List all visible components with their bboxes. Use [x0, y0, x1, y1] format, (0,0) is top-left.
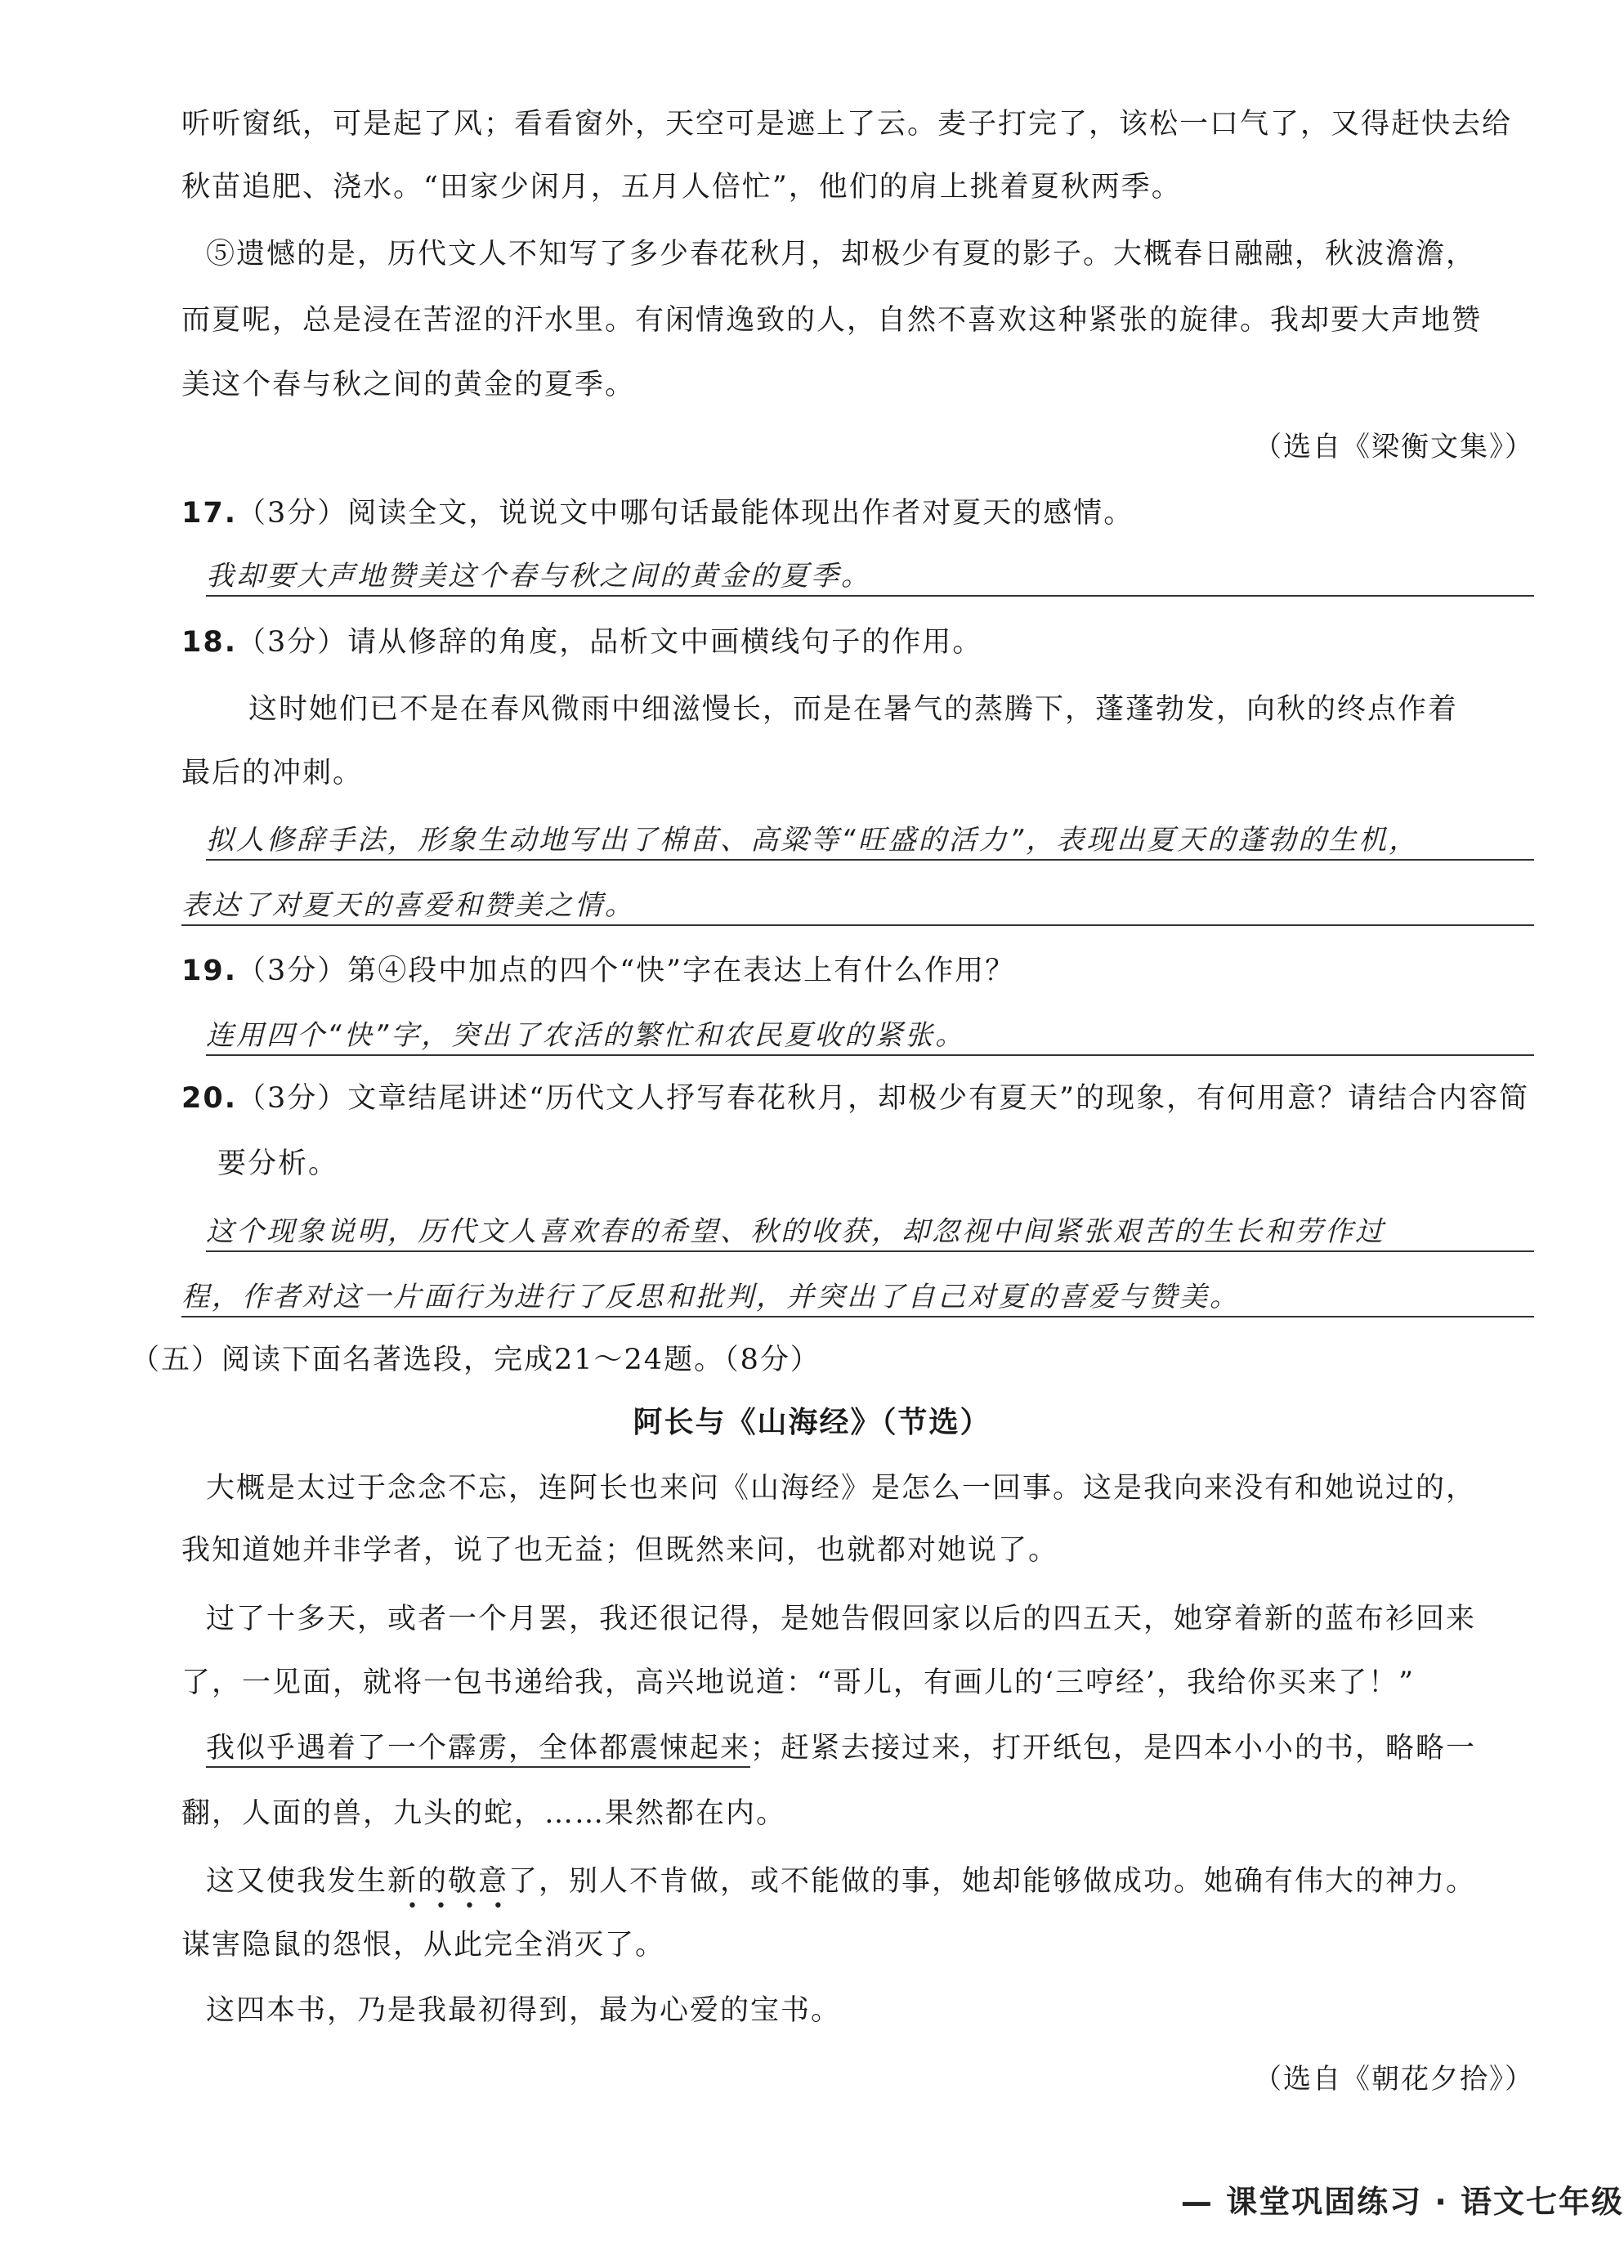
answer-rule: [181, 924, 1534, 926]
passage-line: 过了十多天，或者一个月罢，我还很记得，是她告假回家以后的四五天，她穿着新的蓝布衫回来: [206, 1603, 1477, 1635]
quote-line: 最后的冲刺。: [181, 757, 364, 790]
passage-source: （选自《朝花夕拾》）: [1254, 2063, 1534, 2096]
question-text: （3分）请从修辞的角度，品析文中画横线句子的作用。: [237, 626, 983, 659]
essay-line: 秋苗追肥、浇水。“田家少闲月，五月人倍忙”，他们的肩上挑着夏秋两季。: [181, 171, 1182, 204]
answer-line: 拟人修辞手法，形象生动地写出了棉苗、高粱等“旺盛的活力”，表现出夏天的蓬勃的生机，: [206, 824, 1420, 857]
question-number: 20.: [181, 1082, 238, 1115]
answer-rule: [206, 595, 1534, 597]
question-19: [181, 951, 1534, 991]
passage-line: [206, 1729, 1559, 1768]
passage-line: 翻，人面的兽，九头的蛇，……果然都在内。: [181, 1797, 787, 1830]
passage-text: ；赶紧去接过来，打开纸包，是四本小小的书，略略一: [750, 1732, 1477, 1765]
question-number: 19.: [181, 955, 238, 987]
answer-rule: [206, 859, 1534, 861]
question-text: （3分）第④段中加点的四个“快”字在表达上有什么作用？: [237, 955, 1016, 987]
quote-line: 这时她们已不是在春风微雨中细滋慢长，而是在暑气的蒸腾下，蓬蓬勃发，向秋的终点作着: [248, 693, 1459, 726]
essay-line: 美这个春与秋之间的黄金的夏季。: [181, 369, 636, 401]
question-20: [181, 1079, 1534, 1118]
answer-line: 程，作者对这一片面行为进行了反思和批判，并突出了自己对夏的喜爱与赞美。: [181, 1281, 1240, 1313]
answer-rule: [206, 1054, 1534, 1056]
question-text: （3分）文章结尾讲述“历代文人抒写春花秋月，却极少有夏天”的现象，有何用意？请结合内容简: [237, 1082, 1530, 1115]
passage-line: 谋害隐鼠的怨恨，从此完全消灭了。: [181, 1929, 666, 1962]
answer-line: 我却要大声地赞美这个春与秋之间的黄金的夏季。: [206, 560, 871, 593]
question-text-cont: 要分析。: [217, 1147, 339, 1180]
answer-line: 表达了对夏天的喜爱和赞美之情。: [181, 889, 635, 922]
passage-line: 我知道她并非学者，说了也无益；但既然来问，也就都对她说了。: [181, 1534, 1059, 1567]
emphasis-dots: ••••: [407, 1896, 521, 1917]
question-18: [181, 623, 1534, 662]
essay-line: ⑤遗憾的是，历代文人不知写了多少春花秋月，却极少有夏的影子。大概春日融融，秋波澹澹，: [206, 238, 1477, 271]
section-intro: （五）阅读下面名著选段，完成21～24题。（8分）: [131, 1344, 821, 1376]
page-footer: — 课堂巩固练习 · 语文七年级: [1180, 2184, 1624, 2220]
passage-line: 这又使我发生新的敬意了，别人不肯做，或不能做的事，她却能够做成功。她确有伟大的神力。: [206, 1865, 1477, 1898]
underlined-sentence: 我似乎遇着了一个霹雳，全体都震悚起来: [206, 1732, 750, 1768]
passage-title: 阿长与《山海经》（节选）: [633, 1406, 991, 1439]
question-17: [181, 494, 1534, 533]
answer-rule: [206, 1250, 1534, 1252]
passage-line: 了，一见面，就将一包书递给我，高兴地说道：“哥儿，有画儿的‘三哼经’，我给你买来了！”: [181, 1666, 1416, 1699]
passage-line: 这四本书，乃是我最初得到，最为心爱的宝书。: [206, 1994, 842, 2027]
essay-line: 而夏呢，总是浸在苦涩的汗水里。有闲情逸致的人，自然不喜欢这种紧张的旋律。我却要大声地赞: [181, 304, 1483, 337]
essay-source: （选自《梁衡文集》）: [1254, 431, 1534, 463]
question-text: （3分）阅读全文，说说文中哪句话最能体现出作者对夏天的感情。: [237, 497, 1134, 530]
question-number: 17.: [181, 497, 238, 530]
essay-line: 听听窗纸，可是起了风；看看窗外，天空可是遮上了云。麦子打完了，该松一口气了，又得赶快去给: [181, 108, 1513, 141]
answer-line: 这个现象说明，历代文人喜欢春的希望、秋的收获，却忽视中间紧张艰苦的生长和劳作过: [206, 1215, 1385, 1248]
answer-rule: [181, 1316, 1534, 1317]
question-number: 18.: [181, 626, 238, 659]
passage-line: 大概是太过于念念不忘，连阿长也来问《山海经》是怎么一回事。这是我向来没有和她说过的，: [206, 1472, 1477, 1505]
answer-line: 连用四个“快”字，突出了农活的繁忙和农民夏收的紧张。: [206, 1019, 966, 1052]
